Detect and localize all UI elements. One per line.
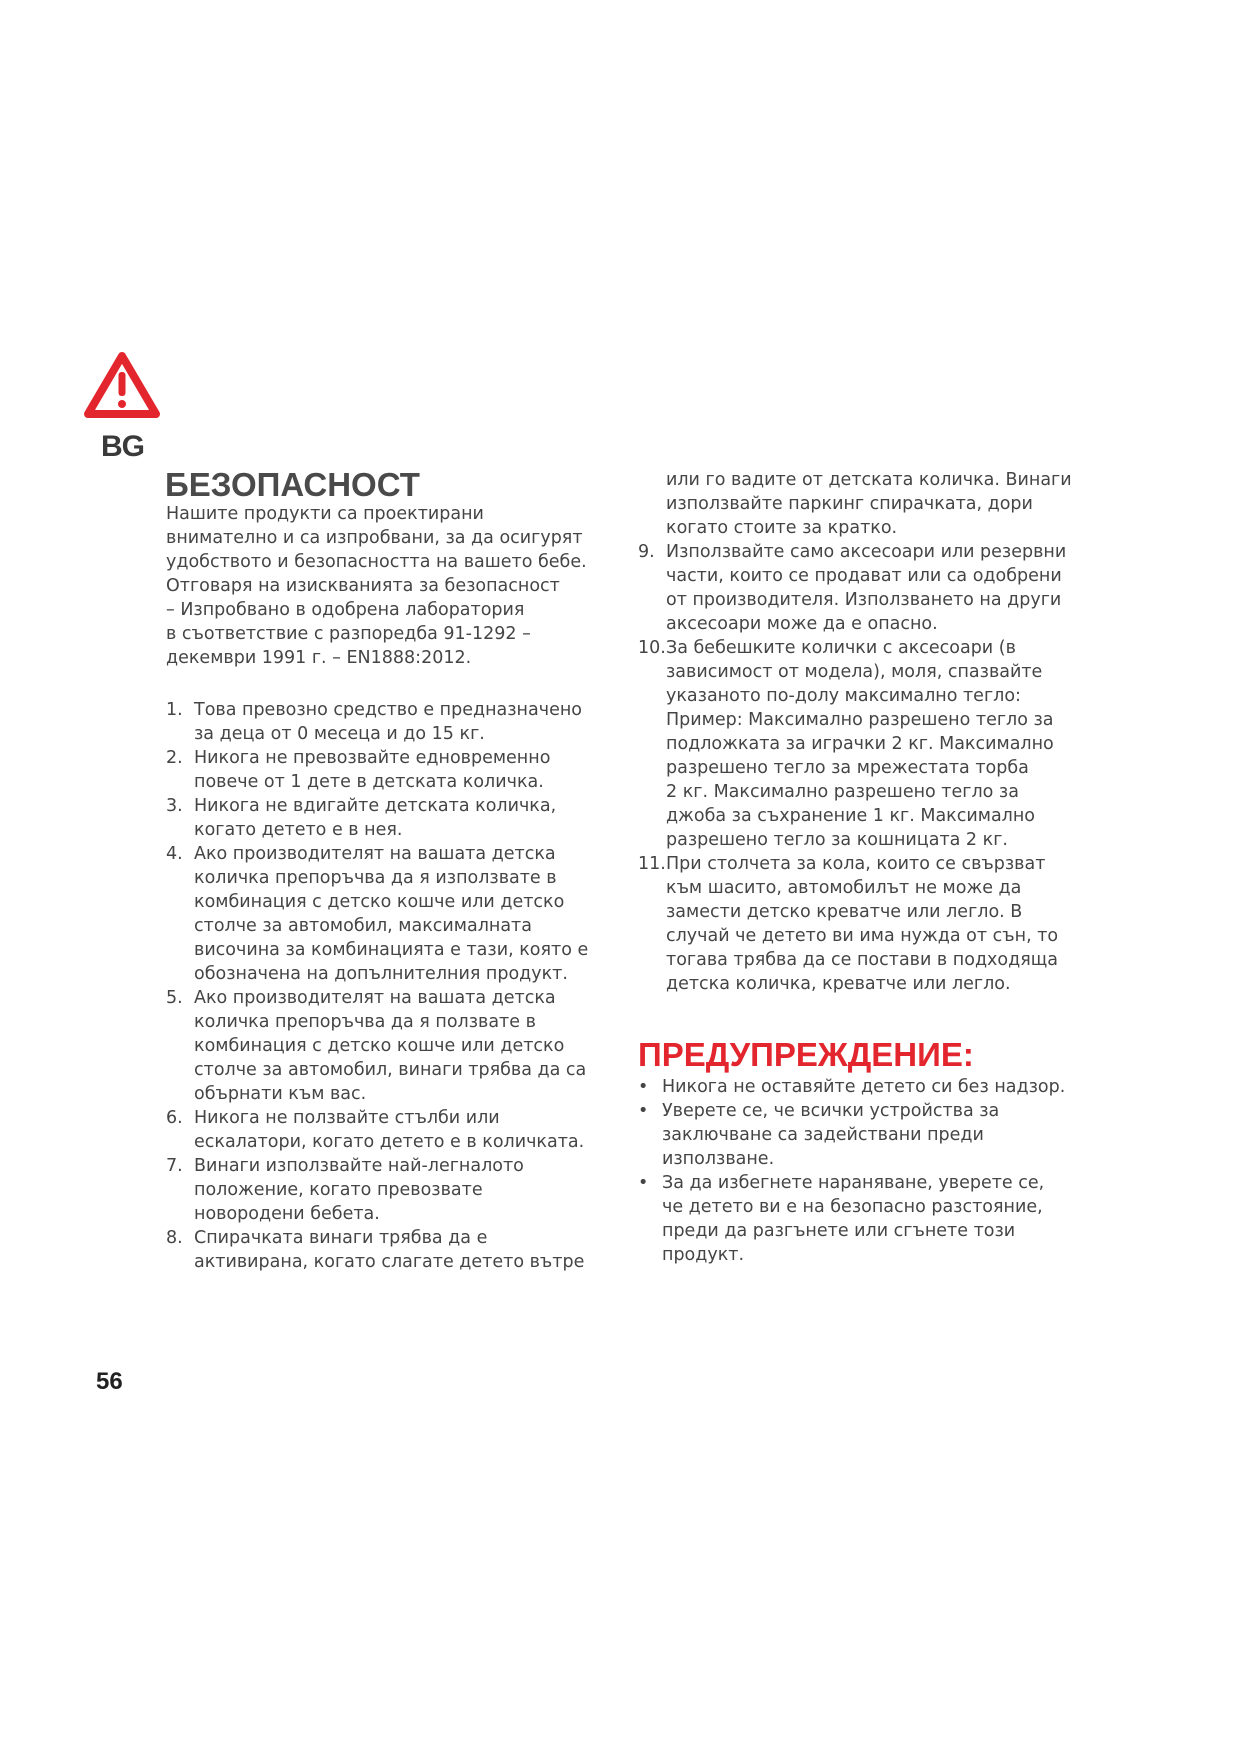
list-item	[166, 986, 606, 1106]
item-text: Никога не превозвайте едновременно повече от 1 дете в детската количка.	[194, 748, 551, 792]
list-item	[166, 1154, 606, 1226]
item-text: Спирачката винаги трябва да е активирана, когато слагате детето вътре	[194, 1228, 585, 1272]
list-item	[166, 794, 606, 842]
item-number: 1.	[166, 700, 183, 720]
item-text: За бебешките колички с аксесоари (в зависимост от модела), моля, спазвайте указаното по-долу максимално тегло: Пример: Максимално разрешено тегло за подложката за играчки 2 кг. Максимално разрешено тегло за мрежестата торба 2 кг. Максимално разрешено тегло за джоба за съхранение 1 кг. Максимално разрешено тегло за кошницата 2 кг.	[666, 638, 1054, 850]
warning-text: Уверете се, че всички устройства за заключване са задействани преди използване.	[662, 1101, 1000, 1169]
list-item	[638, 636, 1078, 852]
language-code: BG	[101, 430, 144, 463]
bullet-icon: •	[638, 1101, 649, 1121]
warning-item	[638, 1171, 1078, 1267]
item-text: Използвайте само аксесоари или резервни части, които се продават или са одобрени от производителя. Използването на други аксесоари може да е опасно.	[666, 542, 1067, 634]
safety-list-right	[638, 468, 1078, 996]
intro-paragraph: Нашите продукти са проектирани внимателно и са изпробвани, за да осигурят удобството и безопасността на вашето бебе. Отговаря на изискванията за безопасност – Изпробвано в одобрена лаборатория в съответствие с разпоредба 91-1292 – декември 1991 г. – EN1888:2012.	[166, 504, 587, 668]
item-number: 4.	[166, 844, 183, 864]
item-text: При столчета за кола, които се свързват към шасито, автомобилът не може да замести детско креватче или легло. В случай че детето ви има нужда от сън, то тогава трябва да се постави в подходяща детска количка, креватче или легло.	[666, 854, 1059, 994]
safety-list-left	[166, 698, 606, 1274]
list-item	[166, 1106, 606, 1154]
warning-text: Никога не оставяйте детето си без надзор.	[662, 1077, 1066, 1097]
list-item	[166, 698, 606, 746]
warning-item	[638, 1075, 1078, 1099]
list-item	[166, 1226, 606, 1274]
section-title: БЕЗОПАСНОСТ	[165, 466, 420, 503]
item-text: Винаги използвайте най-легналото положение, когато превозвате новородени бебета.	[194, 1156, 524, 1224]
item-number: 8.	[166, 1228, 183, 1248]
item-number: 2.	[166, 748, 183, 768]
item-number: 11.	[638, 854, 666, 874]
item-text: Ако производителят на вашата детска количка препоръчва да я използвате в комбинация с детско кошче или детско столче за автомобил, максималната височина за комбинацията е тази, която е обозначена на допълнителния продукт.	[194, 844, 589, 984]
item-number: 10.	[638, 638, 666, 658]
bullet-icon: •	[638, 1077, 649, 1097]
list-item	[166, 842, 606, 986]
warning-list	[638, 1075, 1078, 1267]
item-number: 7.	[166, 1156, 183, 1176]
list-item-continuation	[638, 468, 1078, 540]
list-item	[166, 746, 606, 794]
item-text: Никога не вдигайте детската количка, когато детето е в нея.	[194, 796, 557, 840]
bullet-icon: •	[638, 1173, 649, 1193]
page-number: 56	[96, 1368, 123, 1395]
warning-title: ПРЕДУПРЕЖДЕНИЕ:	[638, 1036, 974, 1073]
warning-text: За да избегнете нараняване, уверете се, че детето ви е на безопасно разстояние, преди да разгънете или сгънете този продукт.	[662, 1173, 1045, 1265]
item-text: Това превозно средство е предназначено за деца от 0 месеца и до 15 кг.	[194, 700, 582, 744]
item-number: 6.	[166, 1108, 183, 1128]
item-number: 9.	[638, 542, 655, 562]
item-text: или го вадите от детската количка. Винаги използвайте паркинг спирачката, дори когато стоите за кратко.	[666, 470, 1072, 538]
warning-item	[638, 1099, 1078, 1171]
item-text: Никога не ползвайте стълби или ескалатори, когато детето е в количката.	[194, 1108, 585, 1152]
list-item	[638, 540, 1078, 636]
warning-triangle-icon	[82, 350, 162, 422]
item-text: Ако производителят на вашата детска количка препоръчва да я ползвате в комбинация с детско кошче или детско столче за автомобил, винаги трябва да са обърнати към вас.	[194, 988, 587, 1104]
list-item	[638, 852, 1078, 996]
item-number: 3.	[166, 796, 183, 816]
item-number: 5.	[166, 988, 183, 1008]
